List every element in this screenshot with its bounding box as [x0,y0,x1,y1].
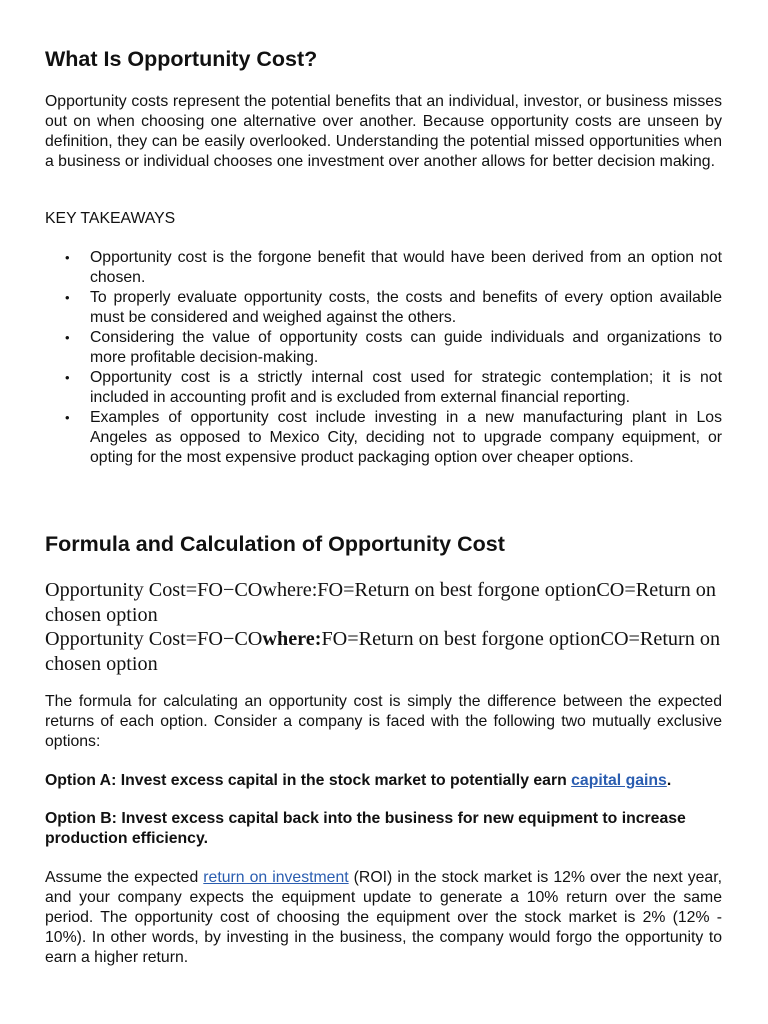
capital-gains-link[interactable]: capital gains [571,772,667,789]
roi-paragraph [45,868,722,968]
formula-plain: Opportunity Cost=FO−COwhere:FO=Return on best forgone optionCO=Return on chosen option [45,579,716,626]
formula-explanation: The formula for calculating an opportunity cost is simply the difference between the expected returns of each option. Consider a company is faced with the following two mutually exclusive options: [45,693,722,750]
list-item: • To properly evaluate opportunity costs, the costs and benefits of every option available must be considered and weighed against the others. [45,288,722,328]
key-takeaways-list [45,248,722,468]
list-item: • Examples of opportunity cost include investing in a new manufacturing plant in Los Angeles as opposed to Mexico City, deciding not to upgrade company equipment, or opting for the most expensive product packaging option over cheaper options. [45,408,722,468]
intro-paragraph: Opportunity costs represent the potential benefits that an individual, investor, or business misses out on when choosing one alternative over another. Because opportunity costs are unseen by definition, they can be easily overlooked. Understanding the potential missed opportunities when a business or individual chooses one investment over another allows for better decision making. [45,93,722,170]
formula-part: FO=Return on best forgone optionCO=Return on chosen option [45,628,721,675]
roi-text-before: Assume the expected [45,869,204,886]
section-heading-formula: Formula and Calculation of Opportunity Cost [45,532,505,556]
list-item: • Opportunity cost is a strictly internal cost used for strategic contemplation; it is not included in accounting profit and is excluded from external financial reporting. [45,368,722,408]
page-title: What Is Opportunity Cost? [45,47,318,71]
list-item: • Opportunity cost is the forgone benefit that would have been derived from an option not chosen. [45,248,722,288]
return-on-investment-link[interactable]: return on investment [203,869,349,886]
option-a-end: . [666,772,672,789]
formula-part: Opportunity Cost=FO−CO [45,628,263,650]
formula-where: where: [262,628,322,650]
formula-rendered [45,627,722,676]
roi-text-after: (ROI) in the stock market is 12% over the next year, and your company expects the equipment update to generate a 10% return over the same period. The opportunity cost of choosing the equipment over the stock market is 2% (12% - 10%). In other words, by investing in the business, the company would forgo the opportunity to earn a higher return. [45,869,722,966]
option-a [45,771,745,791]
option-a-text: Option A: Invest excess capital in the stock market to potentially earn [45,772,572,789]
key-takeaways-label: KEY TAKEAWAYS [45,210,176,227]
list-item: • Considering the value of opportunity costs can guide individuals and organizations to more profitable decision-making. [45,328,722,368]
option-b: Option B: Invest excess capital back into the business for new equipment to increase production efficiency. [45,810,686,847]
